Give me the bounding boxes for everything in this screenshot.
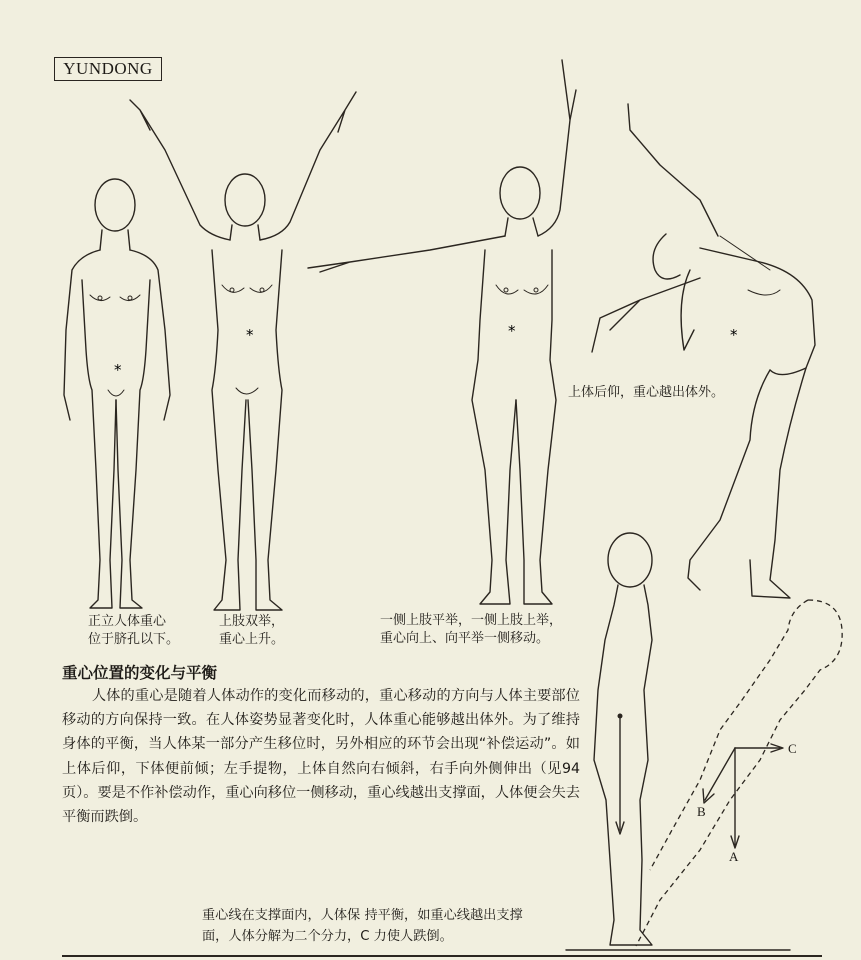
section-title: 重心位置的变化与平衡 xyxy=(62,664,218,682)
caption-backbend: 上体后仰，重心越出体外。 xyxy=(568,385,725,400)
chapter-tag: YUNDONG xyxy=(54,57,162,81)
section-body: 人体的重心是随着人体动作的变化而移动的，重心移动的方向与人体主要部位移动的方向保持一致。在人体姿势显著变化时，人体重心能够越出体外。为了维持身体的平衡，当人体某一部分产生移位时，另外相应的环节会出现“补偿运动”。如上体后仰，下体便前倾；左手提物，上体自然向右倾斜，右手向外侧伸出（见94页）。要是不作补偿动作，重心向移位一侧移动，重心线越出支撑面，人体便会失去平衡而跌倒。 xyxy=(62,688,580,826)
diagram-caption: 重心线在支撑面内，人体保 持平衡，如重心线越出支撑 面，人体分解为二个分力，C 力使人跌倒。 xyxy=(202,908,523,944)
cog-mark-2: * xyxy=(246,326,254,344)
figure-standing xyxy=(64,179,170,608)
bottom-rule xyxy=(62,955,822,957)
vector-label-a: A xyxy=(729,849,739,864)
cog-mark-3: * xyxy=(508,322,516,340)
caption-one-side: 一侧上肢平举，一侧上肢上举， 重心向上、向平举一侧移动。 xyxy=(380,613,563,646)
figure-backbend xyxy=(592,104,815,598)
cog-mark-4: * xyxy=(730,326,738,344)
cog-mark-1: * xyxy=(114,361,122,379)
balance-diagram xyxy=(566,533,842,950)
figure-arms-raised xyxy=(130,92,356,610)
figure-one-arm-raised xyxy=(308,60,576,604)
caption-arms-raised: 上肢双举， 重心上升。 xyxy=(219,614,285,647)
vector-label-c: C xyxy=(788,741,797,756)
caption-standing: 正立人体重心 位于脐孔以下。 xyxy=(88,614,180,647)
vector-label-b: B xyxy=(697,804,706,819)
